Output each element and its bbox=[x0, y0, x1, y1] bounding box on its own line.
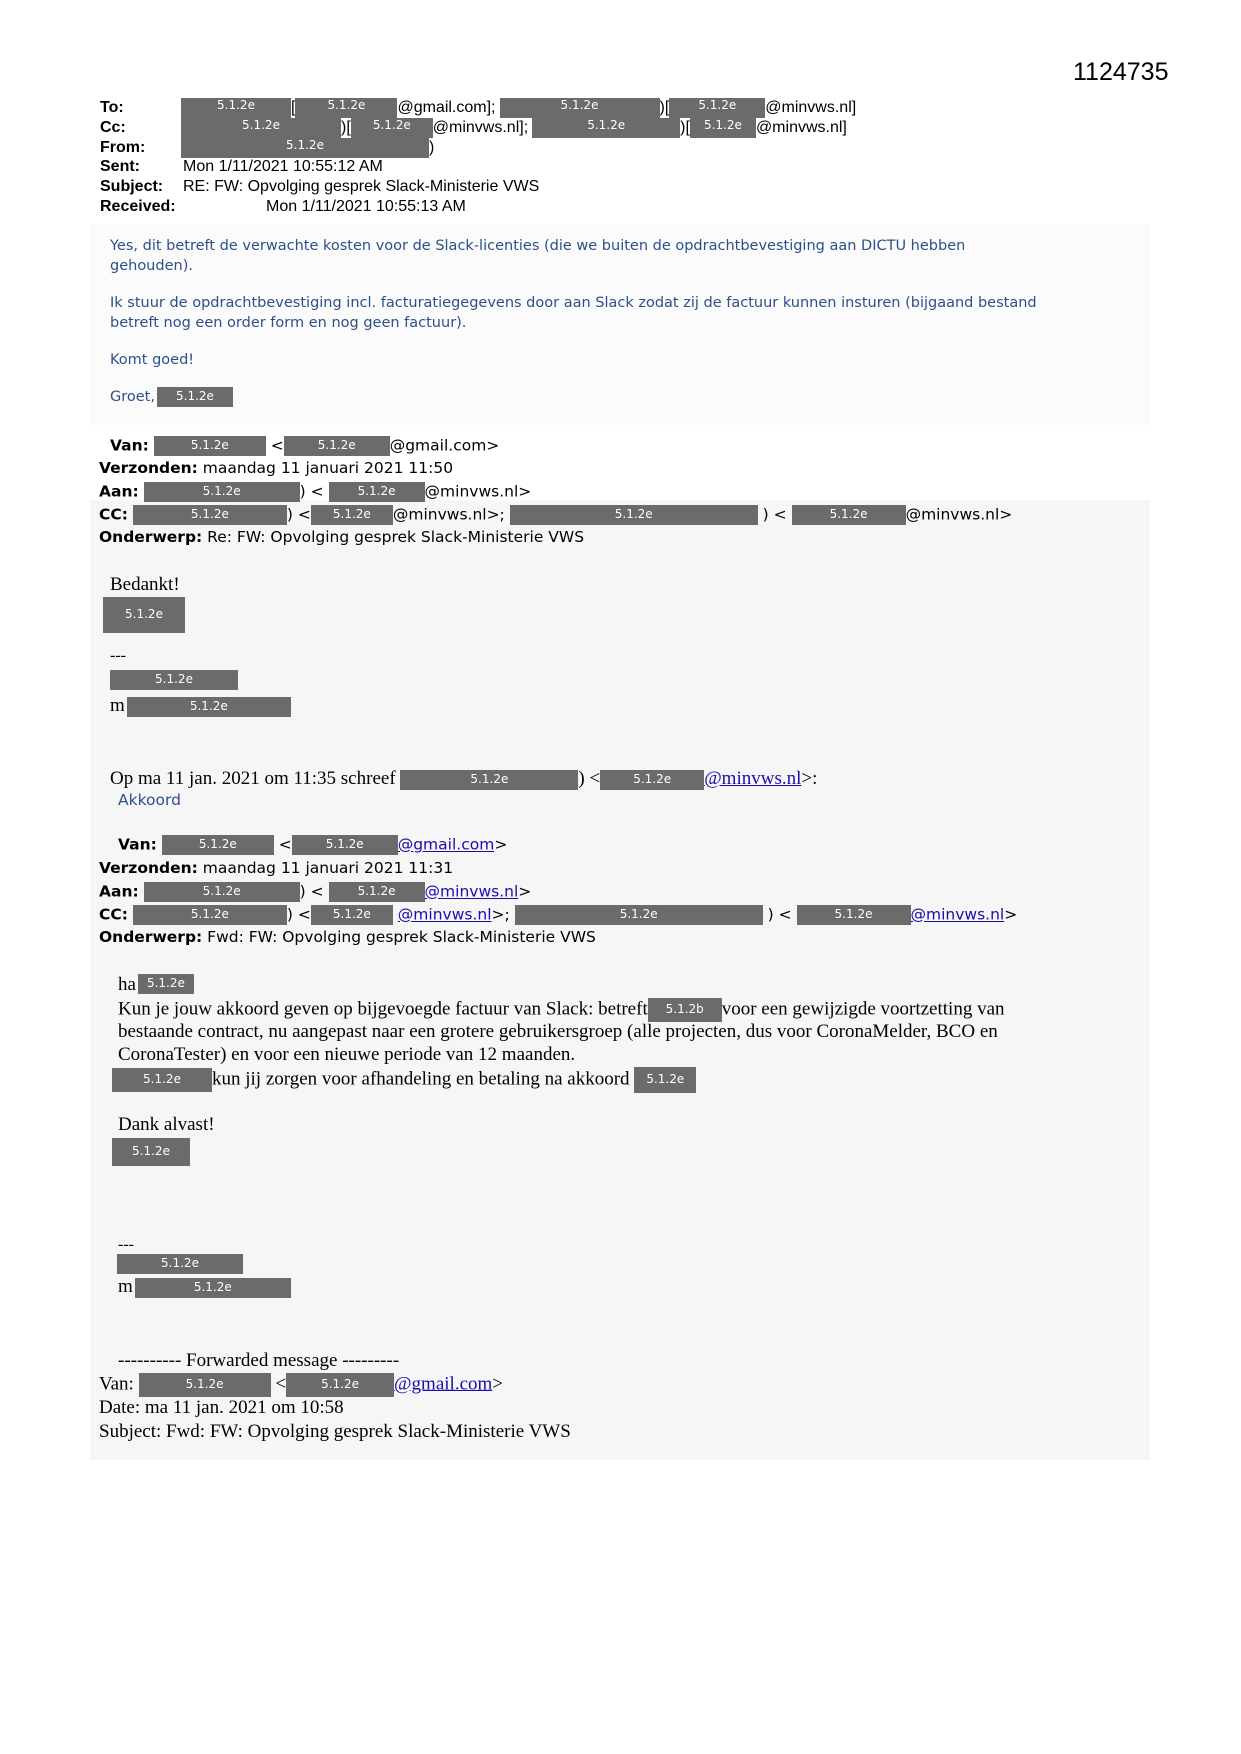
redaction: 5.1.2e bbox=[181, 138, 429, 158]
minvws-link[interactable]: @minvws.nl bbox=[910, 905, 1005, 924]
redaction: 5.1.2e bbox=[157, 387, 233, 407]
redaction: 5.1.2e bbox=[103, 597, 185, 633]
redaction: 5.1.2e bbox=[138, 974, 194, 994]
msg3-van-row: Van: 5.1.2e < 5.1.2e @gmail.com> bbox=[118, 835, 508, 854]
redaction: 5.1.2e bbox=[110, 670, 238, 690]
redaction: 5.1.2e bbox=[181, 98, 291, 118]
redaction: 5.1.2e bbox=[286, 1373, 394, 1397]
redaction: 5.1.2e bbox=[690, 118, 756, 138]
msg3-signature-redaction bbox=[112, 1138, 190, 1166]
msg3-sig-dashes: --- bbox=[118, 1236, 134, 1253]
sent-value: Mon 1/11/2021 10:55:12 AM bbox=[183, 158, 383, 175]
redaction: 5.1.2e bbox=[600, 770, 704, 790]
redaction: 5.1.2e bbox=[112, 1068, 212, 1092]
redaction: 5.1.2e bbox=[792, 505, 906, 525]
msg3-sig-name bbox=[117, 1254, 243, 1274]
redaction: 5.1.2e bbox=[162, 835, 274, 855]
msg2-thanks: Bedankt! bbox=[110, 574, 180, 595]
msg2-akkoord: Akkoord bbox=[118, 791, 181, 809]
header-to-row: To: 5.1.2e [ 5.1.2e @gmail.com]; 5.1.2e )[ 5.1.2e @minvws.nl] bbox=[100, 98, 857, 117]
reply-line: betreft nog een order form en nog geen factuur). bbox=[110, 315, 467, 331]
msg3-verzonden-row: Verzonden: maandag 11 januari 2021 11:31 bbox=[99, 859, 454, 877]
header-subject-row bbox=[100, 178, 539, 196]
redaction: 5.1.2e bbox=[127, 697, 291, 717]
reply-line: Ik stuur de opdrachtbevestiging incl. facturatiegegevens door aan Slack zodat zij de factuur kunnen insturen (bijgaand bestand bbox=[110, 295, 1037, 311]
redaction: 5.1.2e bbox=[311, 905, 393, 925]
msg2-van-row: Van: 5.1.2e < 5.1.2e @gmail.com> bbox=[110, 436, 500, 455]
subject-value: RE: FW: Opvolging gesprek Slack-Ministerie VWS bbox=[183, 178, 540, 195]
redaction: 5.1.2e bbox=[311, 505, 393, 525]
header-sent-row bbox=[100, 158, 383, 176]
msg2-sig-mobile: m 5.1.2e bbox=[110, 695, 291, 717]
redaction: 5.1.2e bbox=[351, 118, 433, 138]
msg3-body-line: CoronaTester) en voor een nieuwe periode van 12 maanden. bbox=[118, 1044, 576, 1065]
msg3-onderwerp-row: Onderwerp: Fwd: FW: Opvolging gesprek Slack-Ministerie VWS bbox=[99, 928, 596, 946]
redaction: 5.1.2e bbox=[329, 482, 425, 502]
redaction: 5.1.2e bbox=[797, 905, 911, 925]
msg2-aan-row: Aan: 5.1.2e ) < 5.1.2e @minvws.nl> bbox=[99, 482, 532, 501]
reply-greeting: Groet, 5.1.2e bbox=[110, 387, 233, 407]
fwd-date: Date: ma 11 jan. 2021 om 10:58 bbox=[99, 1397, 344, 1418]
minvws-address: @minvws.nl> bbox=[905, 505, 1013, 524]
gmail-address: @gmail.com> bbox=[389, 436, 500, 455]
redaction: 5.1.2e bbox=[133, 905, 287, 925]
quoted-background bbox=[90, 500, 1150, 1460]
redaction: 5.1.2e bbox=[181, 118, 341, 138]
fwd-van-row: Van: 5.1.2e < 5.1.2e @gmail.com> bbox=[99, 1373, 503, 1397]
msg3-body-line: Kun je jouw akkoord geven op bijgevoegde factuur van Slack: betreft 5.1.2b voor een gewijzigde voortzetting van bbox=[118, 998, 1005, 1022]
redaction: 5.1.2e bbox=[515, 905, 763, 925]
reply-line: gehouden). bbox=[110, 258, 193, 274]
redaction: 5.1.2e bbox=[112, 1138, 190, 1166]
from-label: From: bbox=[100, 139, 146, 157]
msg3-aan-row: Aan: 5.1.2e ) < 5.1.2e @minvws.nl> bbox=[99, 882, 532, 901]
msg2-cc-row: CC: 5.1.2e ) < 5.1.2e @minvws.nl>; 5.1.2e ) < 5.1.2e @minvws.nl> bbox=[99, 505, 1013, 524]
redaction: 5.1.2e bbox=[669, 98, 765, 118]
gmail-link[interactable]: @gmail.com bbox=[394, 1373, 493, 1395]
gmail-address: @gmail.com]; bbox=[397, 99, 496, 117]
minvws-address: @minvws.nl> bbox=[424, 482, 532, 501]
msg3-body-line: 5.1.2e kun jij zorgen voor afhandeling en betaling na akkoord 5.1.2e bbox=[112, 1067, 696, 1093]
redaction: 5.1.2e bbox=[284, 436, 390, 456]
received-label: Received: bbox=[100, 198, 176, 215]
redaction: 5.1.2e bbox=[329, 882, 425, 902]
redaction: 5.1.2e bbox=[532, 118, 680, 138]
fwd-subject: Subject: Fwd: FW: Opvolging gesprek Slack-Ministerie VWS bbox=[99, 1421, 571, 1442]
msg3-cc-row: CC: 5.1.2e ) < 5.1.2e @minvws.nl>; 5.1.2e ) < 5.1.2e @minvws.nl> bbox=[99, 905, 1018, 924]
redaction: 5.1.2e bbox=[634, 1067, 696, 1093]
msg2-onderwerp-row: Onderwerp: Re: FW: Opvolging gesprek Slack-Ministerie VWS bbox=[99, 528, 585, 546]
redaction: 5.1.2e bbox=[144, 482, 300, 502]
minvws-address: @minvws.nl]; bbox=[432, 119, 529, 137]
header-from-row: From: 5.1.2e ) bbox=[100, 138, 435, 157]
msg3-dank: Dank alvast! bbox=[118, 1114, 215, 1135]
gmail-link[interactable]: @gmail.com bbox=[397, 835, 495, 854]
msg3-body-line: bestaande contract, nu aangepast naar een grotere gebruikersgroep (alle projecten, dus voor CoronaMelder, BCO en bbox=[118, 1021, 998, 1042]
sent-label: Sent: bbox=[100, 158, 140, 175]
msg2-verzonden-row: Verzonden: maandag 11 januari 2021 11:50 bbox=[99, 459, 454, 477]
reply-line: Komt goed! bbox=[110, 352, 195, 368]
msg2-quote-intro: Op ma 11 jan. 2021 om 11:35 schreef 5.1.2e ) < 5.1.2e @minvws.nl>: bbox=[110, 768, 818, 789]
msg3-sig-mobile: m 5.1.2e bbox=[118, 1276, 291, 1298]
subject-label: Subject: bbox=[100, 178, 164, 195]
header-received-row bbox=[100, 198, 466, 216]
redaction: 5.1.2e bbox=[117, 1254, 243, 1274]
redaction: 5.1.2e bbox=[400, 770, 578, 790]
to-label: To: bbox=[100, 99, 124, 117]
redaction: 5.1.2b bbox=[648, 998, 722, 1022]
msg2-sig-dashes: --- bbox=[110, 647, 126, 664]
minvws-address: @minvws.nl>; bbox=[392, 505, 505, 524]
msg2-sig-name bbox=[110, 670, 238, 690]
msg3-salutation: ha 5.1.2e bbox=[118, 974, 194, 996]
redaction: 5.1.2e bbox=[295, 98, 397, 118]
msg2-signature-redaction bbox=[103, 597, 185, 633]
cc-label: Cc: bbox=[100, 119, 126, 137]
minvws-link[interactable]: @minvws.nl bbox=[704, 768, 802, 789]
redaction: 5.1.2e bbox=[135, 1278, 291, 1298]
redaction: 5.1.2e bbox=[292, 835, 398, 855]
redaction: 5.1.2e bbox=[510, 505, 758, 525]
minvws-link[interactable]: @minvws.nl bbox=[397, 905, 492, 924]
redaction: 5.1.2e bbox=[139, 1373, 271, 1397]
minvws-address: @minvws.nl] bbox=[755, 119, 847, 137]
minvws-link[interactable]: @minvws.nl bbox=[424, 882, 519, 901]
redaction: 5.1.2e bbox=[133, 505, 287, 525]
fwd-marker: ---------- Forwarded message --------- bbox=[118, 1350, 400, 1371]
redaction: 5.1.2e bbox=[500, 98, 660, 118]
redaction: 5.1.2e bbox=[144, 882, 300, 902]
minvws-address: @minvws.nl] bbox=[765, 99, 857, 117]
redaction: 5.1.2e bbox=[154, 436, 266, 456]
document-number: 1124735 bbox=[1073, 58, 1169, 86]
received-value: Mon 1/11/2021 10:55:13 AM bbox=[266, 198, 466, 215]
reply-line: Yes, dit betreft de verwachte kosten voor de Slack-licenties (die we buiten de opdrachtbevestiging aan DICTU hebben bbox=[110, 238, 966, 254]
header-cc-row: Cc: 5.1.2e )[ 5.1.2e @minvws.nl]; 5.1.2e )[ 5.1.2e @minvws.nl] bbox=[100, 118, 847, 137]
